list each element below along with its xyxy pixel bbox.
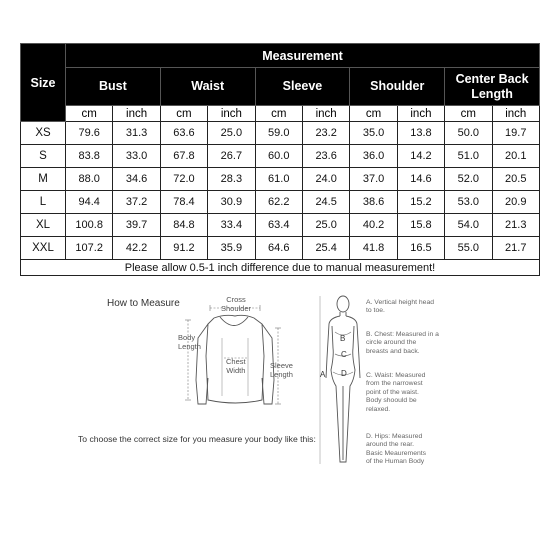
measurement-group-header: Waist <box>160 68 255 106</box>
measurement-cell: 88.0 <box>66 168 113 191</box>
measurement-cell: 62.2 <box>255 191 302 214</box>
measurement-cell: 94.4 <box>66 191 113 214</box>
table-row <box>21 145 540 168</box>
measurement-cell: 26.7 <box>208 145 255 168</box>
measurement-group-row <box>21 68 540 106</box>
measurement-cell: 24.5 <box>302 191 349 214</box>
measurement-cell: 37.0 <box>350 168 397 191</box>
measurement-cell: 63.4 <box>255 214 302 237</box>
unit-header: inch <box>302 106 349 122</box>
measurement-cell: 63.6 <box>160 122 207 145</box>
unit-header: inch <box>113 106 160 122</box>
measurement-header: Measurement <box>66 44 540 68</box>
human-body-figure <box>318 292 368 472</box>
table-row <box>21 122 540 145</box>
measurement-cell: 72.0 <box>160 168 207 191</box>
measure-instruction: To choose the correct size for you measure your body like this: <box>78 434 316 444</box>
measurement-cell: 79.6 <box>66 122 113 145</box>
table-row <box>21 168 540 191</box>
measurement-group-header: Center Back Length <box>445 68 540 106</box>
measurement-cell: 23.6 <box>302 145 349 168</box>
unit-header: inch <box>492 106 539 122</box>
measurement-cell: 60.0 <box>255 145 302 168</box>
human-body-icon <box>326 296 360 462</box>
note-c: C. Waist: Measured from the narrowest point of the waist. Body shoould be relaxed. <box>366 372 426 413</box>
unit-header: cm <box>350 106 397 122</box>
note-a: A. Vertical height head to toe. <box>366 299 435 315</box>
measurement-cell: 33.4 <box>208 214 255 237</box>
unit-header: cm <box>66 106 113 122</box>
unit-header: cm <box>160 106 207 122</box>
measurement-cell: 25.4 <box>302 237 349 260</box>
measurement-cell: 13.8 <box>397 122 444 145</box>
measurement-cell: 83.8 <box>66 145 113 168</box>
measurement-cell: 61.0 <box>255 168 302 191</box>
measure-guides-icon <box>185 305 281 404</box>
measurement-cell: 20.9 <box>492 191 539 214</box>
measurement-cell: 33.0 <box>113 145 160 168</box>
size-chart-table <box>20 43 540 276</box>
sleeve-length-label: Sleeve Length <box>270 361 293 379</box>
marker-b: B <box>340 334 346 343</box>
measurement-cell: 30.9 <box>208 191 255 214</box>
size-label: XS <box>21 122 66 145</box>
measurement-cell: 51.0 <box>445 145 492 168</box>
measurement-group-header: Bust <box>66 68 161 106</box>
measurement-cell: 21.3 <box>492 214 539 237</box>
measurement-cell: 24.0 <box>302 168 349 191</box>
measurement-cell: 35.9 <box>208 237 255 260</box>
table-row <box>21 191 540 214</box>
how-to-measure-title: How to Measure <box>107 298 180 309</box>
measurement-cell: 21.7 <box>492 237 539 260</box>
measurement-cell: 34.6 <box>113 168 160 191</box>
measurement-cell: 54.0 <box>445 214 492 237</box>
measurement-cell: 78.4 <box>160 191 207 214</box>
size-label: S <box>21 145 66 168</box>
measurement-cell: 25.0 <box>208 122 255 145</box>
cross-shoulder-label: Cross Shoulder <box>221 295 252 313</box>
measurement-cell: 38.6 <box>350 191 397 214</box>
marker-d: D <box>341 369 347 378</box>
note-d: D. Hips: Measured around the rear. Basic Meaurements of the Human Body <box>366 433 427 466</box>
size-label: M <box>21 168 66 191</box>
measurement-cell: 23.2 <box>302 122 349 145</box>
measurement-cell: 40.2 <box>350 214 397 237</box>
chest-width-label: Chest Width <box>226 357 246 375</box>
measurement-cell: 20.1 <box>492 145 539 168</box>
measurement-cell: 50.0 <box>445 122 492 145</box>
marker-a: A <box>320 370 326 379</box>
marker-c: C <box>341 350 347 359</box>
size-label: L <box>21 191 66 214</box>
measurement-cell: 36.0 <box>350 145 397 168</box>
measurement-cell: 25.0 <box>302 214 349 237</box>
measurement-cell: 14.6 <box>397 168 444 191</box>
measurement-cell: 15.2 <box>397 191 444 214</box>
unit-header: cm <box>255 106 302 122</box>
measurement-cell: 16.5 <box>397 237 444 260</box>
note-b: B. Chest: Measured in a circle around the breasts and back. <box>366 331 439 355</box>
measurement-cell: 20.5 <box>492 168 539 191</box>
measurement-cell: 19.7 <box>492 122 539 145</box>
table-row <box>21 237 540 260</box>
measurement-footnote: Please allow 0.5-1 inch difference due to manual measurement! <box>21 260 540 276</box>
size-header: Size <box>21 44 66 122</box>
measurement-cell: 107.2 <box>66 237 113 260</box>
measurement-cell: 84.8 <box>160 214 207 237</box>
unit-header: inch <box>397 106 444 122</box>
size-table-body <box>21 122 540 260</box>
measurement-group-header: Shoulder <box>350 68 445 106</box>
measurement-cell: 67.8 <box>160 145 207 168</box>
measurement-cell: 28.3 <box>208 168 255 191</box>
unit-row <box>21 106 540 122</box>
measurement-cell: 41.8 <box>350 237 397 260</box>
measurement-cell: 37.2 <box>113 191 160 214</box>
table-row <box>21 214 540 237</box>
measurement-cell: 39.7 <box>113 214 160 237</box>
measurement-cell: 53.0 <box>445 191 492 214</box>
measurement-group-header: Sleeve <box>255 68 350 106</box>
measurement-cell: 91.2 <box>160 237 207 260</box>
measurement-cell: 52.0 <box>445 168 492 191</box>
measurement-cell: 59.0 <box>255 122 302 145</box>
size-label: XL <box>21 214 66 237</box>
measurement-cell: 31.3 <box>113 122 160 145</box>
measurement-cell: 14.2 <box>397 145 444 168</box>
body-length-label: Body Length <box>178 333 201 351</box>
unit-header: inch <box>208 106 255 122</box>
measurement-cell: 55.0 <box>445 237 492 260</box>
unit-header: cm <box>445 106 492 122</box>
size-label: XXL <box>21 237 66 260</box>
measurement-cell: 35.0 <box>350 122 397 145</box>
measurement-cell: 100.8 <box>66 214 113 237</box>
measurement-cell: 64.6 <box>255 237 302 260</box>
measurement-cell: 15.8 <box>397 214 444 237</box>
measurement-cell: 42.2 <box>113 237 160 260</box>
